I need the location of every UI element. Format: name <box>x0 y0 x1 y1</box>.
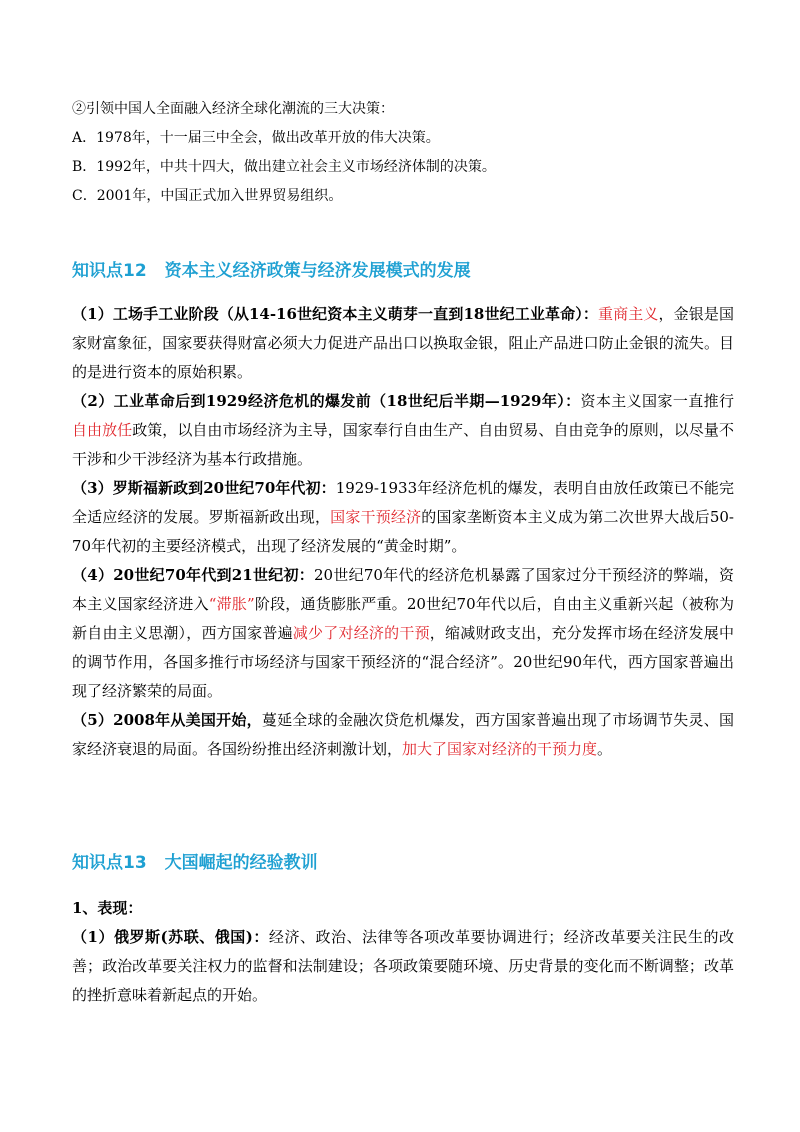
paragraph-5 <box>72 706 734 764</box>
paragraph-3-lead: （3）罗斯福新政到20世纪70年代初： <box>72 479 336 497</box>
highlight-mercantilism: 重商主义 <box>597 305 659 323</box>
highlight-state-intervention: 国家干预经济 <box>330 508 422 526</box>
section-13-number: 知识点13 <box>72 853 147 873</box>
paragraph-5-text: 蔓延全球的金融次贷危机爆发，西方国家普遍出现了市场调节失灵、国家经济衰退的局面。各国纷纷推出经济刺激计划， <box>72 711 734 758</box>
section-13-heading <box>72 851 318 875</box>
paragraph-4-lead: （4）20世纪70年代到21世纪初： <box>72 566 314 584</box>
section-12-number: 知识点12 <box>72 261 147 281</box>
paragraph-2-rest: 政策，以自由市场经济为主导，国家奉行自由生产、自由贸易、自由竞争的原则，以尽量不干涉和少干涉经济为基本行政措施。 <box>72 421 734 468</box>
paragraph-4-text: 20世纪70年代的经济危机暴露了国家过分干预经济的弊端，资本主义国家经济进入 <box>72 566 734 613</box>
paragraph-1 <box>72 300 734 387</box>
highlight-stagflation: “滞胀” <box>208 595 255 613</box>
section-13-body <box>72 894 734 1010</box>
paragraph-5-lead: （5）2008年从美国开始， <box>72 711 262 729</box>
decisions-list <box>72 95 734 211</box>
paragraph-4-text-2: 阶段，通货膨胀严重。20世纪70年代以后，自由主义重新兴起（被称为新自由主义思潮），西方国家普遍 <box>72 595 734 642</box>
paragraph-1-text: ，金银是国家财富象征，国家要获得财富必须大力促进产品出口以换取金银，阻止产品进口防止金银的流失。目的是进行资本的原始积累。 <box>72 305 734 381</box>
decision-item: A．1978年，十一届三中全会，做出改革开放的伟大决策。 <box>72 130 440 146</box>
paragraph-russia-text: 经济、政治、法律等各项改革要协调进行；经济改革要关注民生的改善；政治改革要关注权力的监督和法制建设；各项政策要随环境、历史背景的变化而不断调整；改革的挫折意味着新起点的开始。 <box>72 928 734 1004</box>
paragraph-3 <box>72 474 734 561</box>
decision-item: B．1992年，中共十四大，做出建立社会主义市场经济体制的决策。 <box>72 159 496 175</box>
paragraph-4-rest: ，缩减财政支出，充分发挥市场在经济发展中的调节作用，各国多推行市场经济与国家干预经济的“混合经济”。20世纪90年代，西方国家普遍出现了经济繁荣的局面。 <box>72 624 734 700</box>
section-12-heading <box>72 259 471 283</box>
paragraph-4 <box>72 561 734 706</box>
paragraph-5-rest: 。 <box>597 740 613 758</box>
paragraph-3-rest: 的国家垄断资本主义成为第二次世界大战后50-70年代初的主要经济模式，出现了经济发展的“黄金时期”。 <box>72 508 734 555</box>
highlight-reduce-intervention: 减少了对经济的干预 <box>292 624 430 642</box>
paragraph-2-lead: （2）工业革命后到1929经济危机的爆发前（18世纪后半期—1929年）： <box>72 392 581 410</box>
highlight-laissez-faire: 自由放任 <box>72 421 133 439</box>
decision-item: C．2001年，中国正式加入世界贸易组织。 <box>72 188 343 204</box>
subheading-performance: 1、表现： <box>72 899 143 917</box>
section-13-title: 大国崛起的经验教训 <box>164 853 318 873</box>
highlight-increase-intervention: 加大了国家对经济的干预力度 <box>402 740 598 758</box>
paragraph-2-text: 资本主义国家一直推行 <box>580 392 734 410</box>
paragraph-2 <box>72 387 734 474</box>
decisions-title: ②引领中国人全面融入经济全球化潮流的三大决策： <box>72 101 394 117</box>
paragraph-russia <box>72 923 734 1010</box>
paragraph-russia-lead: （1）俄罗斯(苏联、俄国)： <box>72 928 269 946</box>
section-12-title: 资本主义经济政策与经济发展模式的发展 <box>164 261 471 281</box>
paragraph-3-text: 1929-1933年经济危机的爆发，表明自由放任政策已不能完全适应经济的发展。罗斯福新政出现， <box>72 479 735 526</box>
paragraph-1-lead: （1）工场手工业阶段（从14-16世纪资本主义萌芽一直到18世纪工业革命）： <box>72 305 598 323</box>
section-12-body <box>72 300 734 764</box>
